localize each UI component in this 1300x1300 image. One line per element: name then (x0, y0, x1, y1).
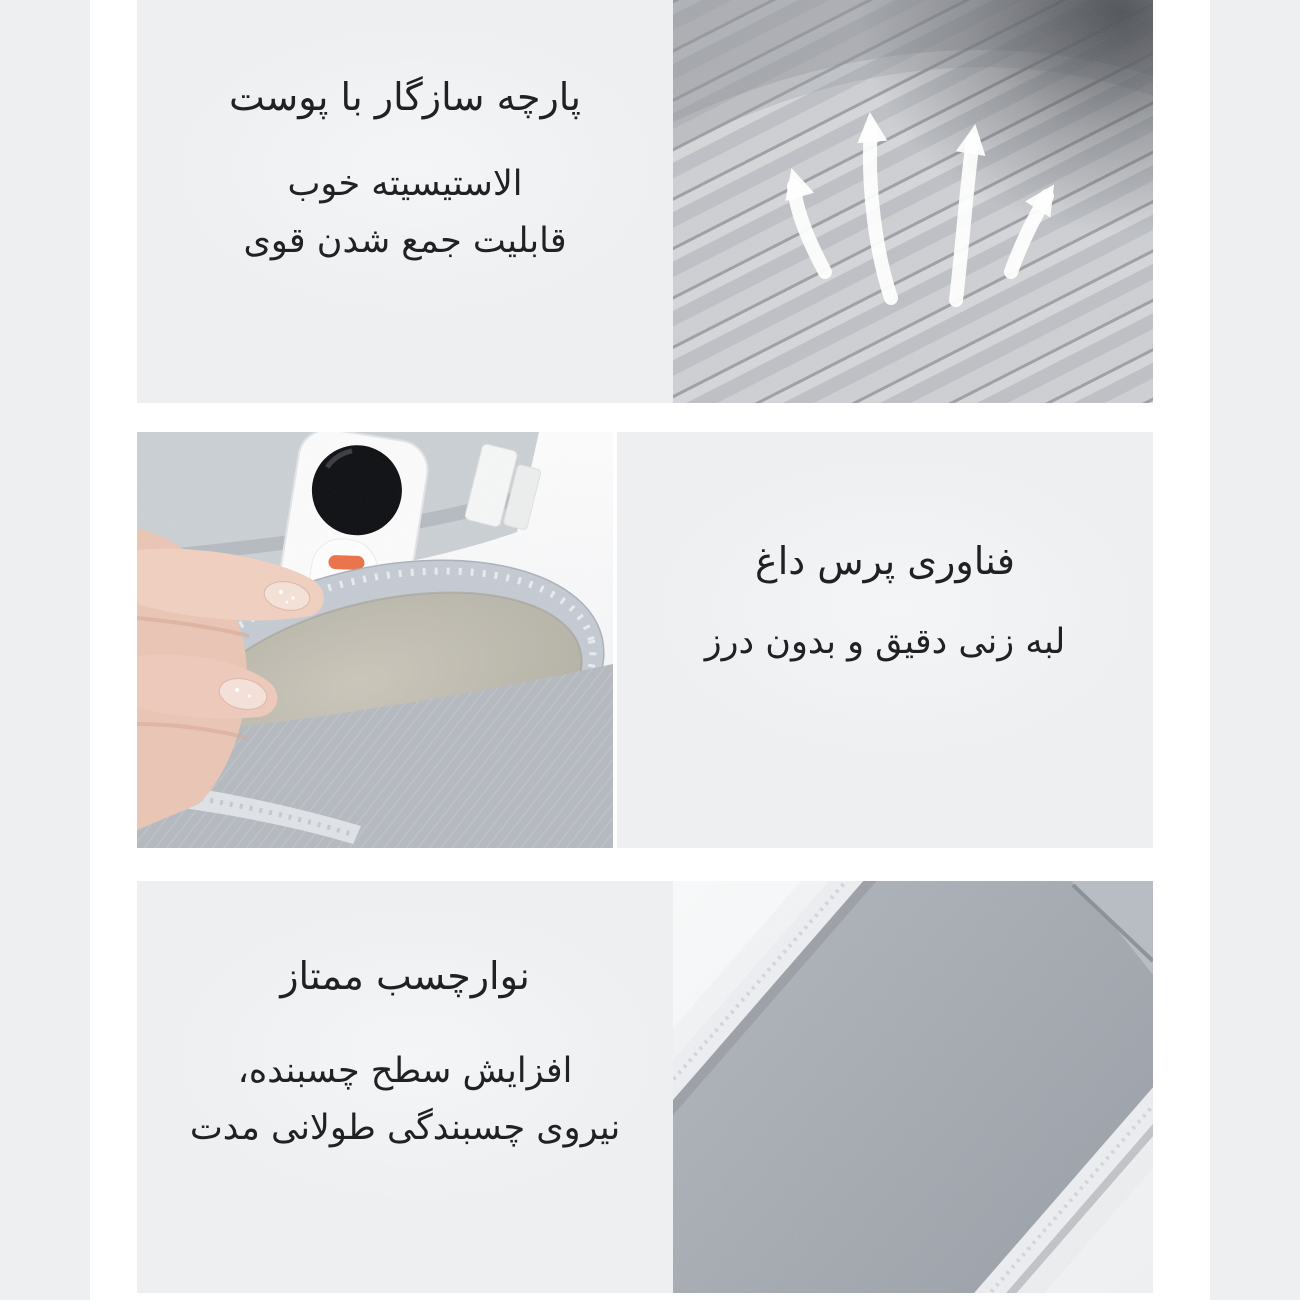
feature-title: پارچه سازگار با پوست (229, 75, 581, 119)
text-panel-fabric (137, 0, 673, 403)
feature-line: لبه زنی دقیق و بدون درز (704, 622, 1066, 662)
left-edge-panel (0, 0, 90, 1300)
fabric-photo-illustration (673, 0, 1153, 403)
section-velcro (137, 881, 1153, 1293)
feature-body (190, 1043, 620, 1157)
feature-body (243, 156, 566, 270)
feature-line: افزایش سطح چسبنده، (237, 1051, 573, 1091)
feature-body (705, 614, 1066, 671)
photo-belt-edge-device (137, 432, 613, 848)
belt-edge-photo-illustration (137, 432, 613, 848)
feature-line: الاستیسیته خوب (287, 164, 523, 204)
feature-line: قابلیت جمع شدن قوی (243, 221, 567, 261)
photo-velcro-strap (673, 881, 1153, 1293)
photo-breathable-fabric (673, 0, 1153, 403)
feature-title: نوارچسب ممتاز (280, 954, 530, 998)
text-panel-hot-press (617, 432, 1153, 848)
section-hot-press (137, 432, 1153, 848)
velcro-photo-illustration (673, 881, 1153, 1293)
feature-title: فناوری پرس داغ (755, 539, 1015, 583)
text-panel-velcro (137, 881, 673, 1293)
right-edge-panel (1210, 0, 1300, 1300)
feature-line: نیروی چسبندگی طولانی مدت (189, 1108, 621, 1148)
section-breathable-fabric (137, 0, 1153, 403)
